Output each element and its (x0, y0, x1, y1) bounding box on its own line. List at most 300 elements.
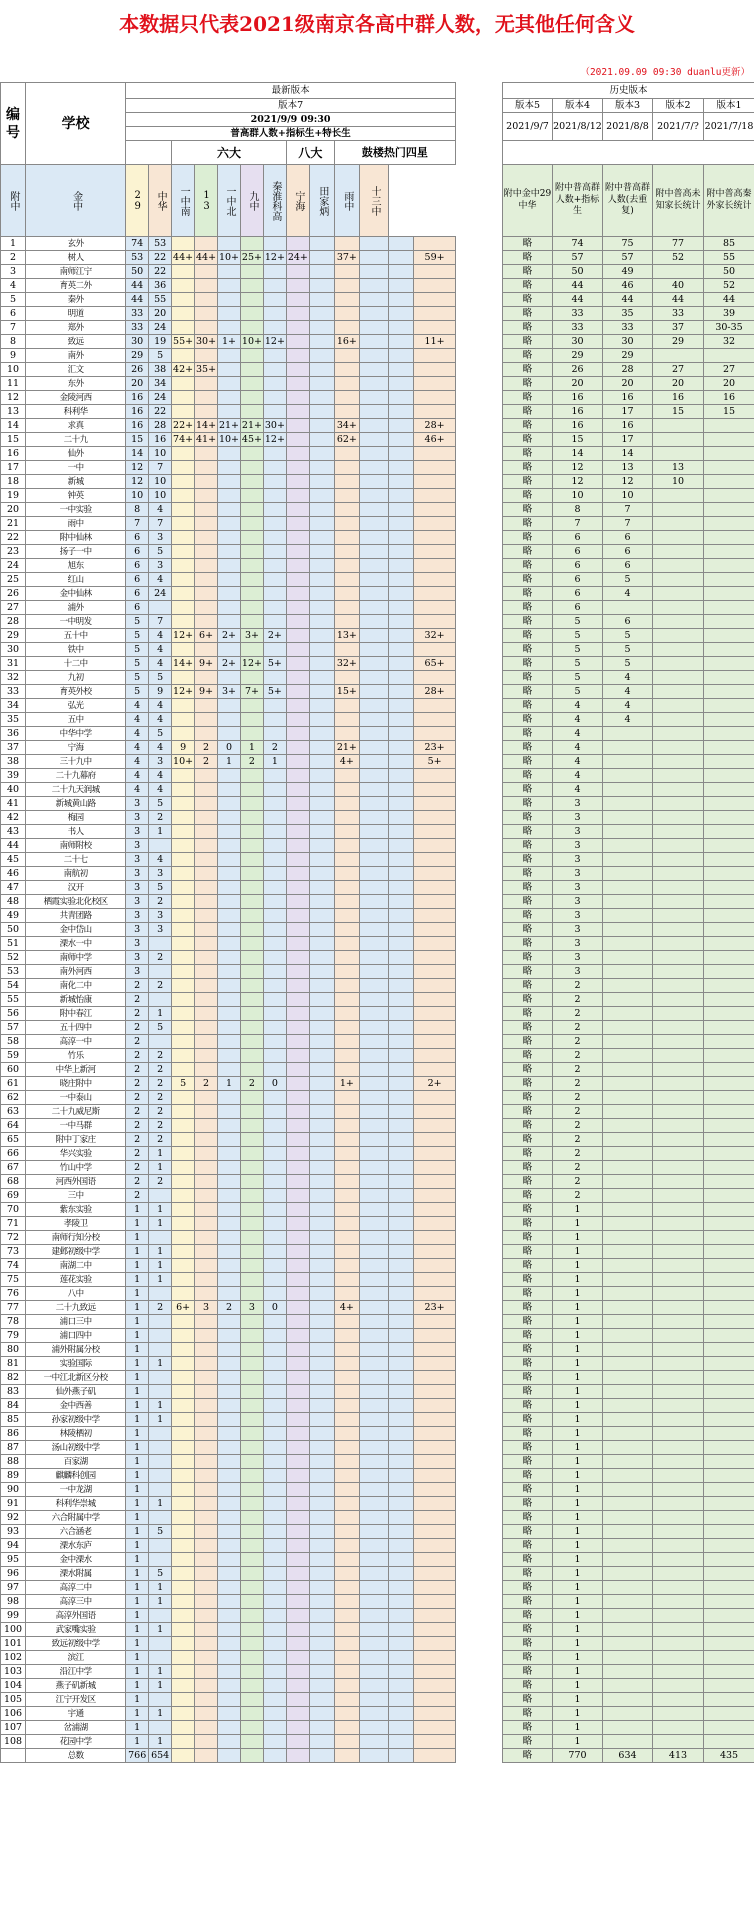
cell (263, 1441, 286, 1455)
cell (359, 671, 388, 685)
table-row (1, 1175, 456, 1189)
history-row (503, 727, 754, 741)
row-num: 43 (1, 825, 26, 839)
cell (195, 1623, 218, 1637)
cell: 1 (126, 1455, 149, 1469)
cell: 2 (149, 1119, 172, 1133)
cell (359, 489, 388, 503)
table-row (1, 1357, 456, 1371)
cell (359, 307, 388, 321)
cell (263, 1385, 286, 1399)
cell (389, 1595, 414, 1609)
school-name: 八中 (26, 1287, 126, 1301)
row-num: 107 (1, 1721, 26, 1735)
cell (218, 531, 241, 545)
cell (240, 601, 263, 615)
history-cell: 1 (553, 1735, 603, 1749)
row-num: 95 (1, 1553, 26, 1567)
history-cell: 5 (553, 671, 603, 685)
cell (334, 587, 359, 601)
table-row (1, 727, 456, 741)
school-name: 南师行知分校 (26, 1231, 126, 1245)
cell (286, 1679, 309, 1693)
history-cell: 略 (503, 811, 553, 825)
cell (286, 1189, 309, 1203)
cell: 4 (149, 503, 172, 517)
cell (172, 489, 195, 503)
history-cell: 44 (553, 293, 603, 307)
cell (240, 993, 263, 1007)
cell (334, 1693, 359, 1707)
history-cell: 略 (503, 293, 553, 307)
cell (286, 853, 309, 867)
cell (218, 405, 241, 419)
history-cell: 2 (553, 1091, 603, 1105)
cell: 9 (149, 685, 172, 699)
school-name: 玄外 (26, 237, 126, 251)
history-cell: 略 (503, 1301, 553, 1315)
cell (414, 503, 456, 517)
school-name: 栖霞实验北化校区 (26, 895, 126, 909)
cell: 5 (172, 1077, 195, 1091)
history-cell (653, 1273, 704, 1287)
cell (389, 643, 414, 657)
table-row (1, 573, 456, 587)
cell (263, 1091, 286, 1105)
cell (218, 1511, 241, 1525)
table-row (1, 1259, 456, 1273)
school-name: 育英外校 (26, 685, 126, 699)
cell: 4 (126, 713, 149, 727)
history-cell (603, 895, 653, 909)
cell (263, 643, 286, 657)
cell (414, 1735, 456, 1749)
row-num: 68 (1, 1175, 26, 1189)
history-cell: 1 (553, 1497, 603, 1511)
table-row (1, 1245, 456, 1259)
cell (389, 1637, 414, 1651)
cell (172, 237, 195, 251)
row-num: 94 (1, 1539, 26, 1553)
cell (218, 881, 241, 895)
cell: 3 (240, 1301, 263, 1315)
cell (240, 265, 263, 279)
cell (240, 447, 263, 461)
cell: 20 (126, 377, 149, 391)
cell: 5 (149, 727, 172, 741)
cell (240, 951, 263, 965)
cell (334, 1259, 359, 1273)
cell: 4 (149, 783, 172, 797)
cell (195, 377, 218, 391)
history-cell: 2 (553, 1189, 603, 1203)
cell (309, 1119, 334, 1133)
history-cell (603, 1119, 653, 1133)
history-cell: 1 (553, 1245, 603, 1259)
history-row (503, 769, 754, 783)
history-cell: 10 (653, 475, 704, 489)
cell (172, 1329, 195, 1343)
history-cell (653, 909, 704, 923)
cell: 1 (126, 1315, 149, 1329)
history-cell (603, 1693, 653, 1707)
cell (172, 965, 195, 979)
table-row (1, 1651, 456, 1665)
history-cell (603, 853, 653, 867)
history-cell (704, 643, 754, 657)
history-date: 2021/7/? (653, 113, 704, 141)
row-num: 76 (1, 1287, 26, 1301)
cell (195, 951, 218, 965)
history-cell (653, 1385, 704, 1399)
cell (389, 1385, 414, 1399)
cell (195, 1007, 218, 1021)
cell (414, 909, 456, 923)
table-row (1, 1021, 456, 1035)
cell (195, 1371, 218, 1385)
history-row (503, 1245, 754, 1259)
history-cell (653, 1511, 704, 1525)
cell (389, 279, 414, 293)
table-row (1, 965, 456, 979)
history-cell: 略 (503, 923, 553, 937)
cell: 23+ (414, 1301, 456, 1315)
cell: 3 (126, 951, 149, 965)
cell: 1 (126, 1231, 149, 1245)
cell (286, 713, 309, 727)
history-cell (704, 1287, 754, 1301)
history-cell: 1 (553, 1609, 603, 1623)
history-row (503, 517, 754, 531)
history-cell: 1 (553, 1385, 603, 1399)
cell (218, 1133, 241, 1147)
cell (309, 741, 334, 755)
cell (389, 265, 414, 279)
cell (263, 1245, 286, 1259)
row-num: 44 (1, 839, 26, 853)
school-name: 岔浦湖 (26, 1721, 126, 1735)
history-row (503, 1147, 754, 1161)
cell (195, 1581, 218, 1595)
history-row (503, 1679, 754, 1693)
cell (389, 1007, 414, 1021)
history-cell (603, 1133, 653, 1147)
cell (389, 1119, 414, 1133)
cell: 22+ (173, 419, 194, 431)
history-cell: 29 (553, 349, 603, 363)
cell (389, 587, 414, 601)
cell (414, 1427, 456, 1441)
history-cell: 1 (553, 1581, 603, 1595)
cell (240, 923, 263, 937)
history-cell: 略 (503, 461, 553, 475)
cell (263, 839, 286, 853)
cell: 1 (149, 1357, 172, 1371)
cell (195, 1203, 218, 1217)
cell (218, 1707, 241, 1721)
cell (334, 391, 359, 405)
history-cell (653, 1665, 704, 1679)
cell (195, 1385, 218, 1399)
cell (286, 1483, 309, 1497)
cell (240, 1021, 263, 1035)
cell (309, 1441, 334, 1455)
cell (172, 643, 195, 657)
cell: 50 (126, 265, 149, 279)
cell (240, 503, 263, 517)
cell (334, 1147, 359, 1161)
history-cell (653, 1091, 704, 1105)
table-row (1, 1553, 456, 1567)
history-cell: 16 (553, 391, 603, 405)
cell (359, 867, 388, 881)
cell: 3 (126, 965, 149, 979)
cell (334, 1413, 359, 1427)
history-cell (653, 1679, 704, 1693)
cell: 1 (126, 1371, 149, 1385)
cell (172, 1413, 195, 1427)
history-cell: 略 (503, 951, 553, 965)
history-row (503, 307, 754, 321)
cell: 22 (149, 265, 172, 279)
cell (286, 265, 309, 279)
cell: 1 (149, 1217, 172, 1231)
cell (389, 461, 414, 475)
table-row (1, 545, 456, 559)
history-cell (603, 811, 653, 825)
cell (309, 1371, 334, 1385)
cell (334, 1119, 359, 1133)
cell: 3 (126, 895, 149, 909)
table-row (1, 1525, 456, 1539)
cell (218, 1007, 241, 1021)
history-cell: 2 (553, 1007, 603, 1021)
cell (240, 517, 263, 531)
cell (334, 1623, 359, 1637)
history-cell (603, 1553, 653, 1567)
cell (309, 1385, 334, 1399)
table-row (1, 1735, 456, 1749)
cell (218, 307, 241, 321)
history-cell (653, 433, 704, 447)
cell (218, 1147, 241, 1161)
cell (286, 559, 309, 573)
history-cell: 5 (553, 643, 603, 657)
table-row (1, 1707, 456, 1721)
row-num: 69 (1, 1189, 26, 1203)
main-table (0, 82, 456, 1763)
table-row (1, 1119, 456, 1133)
table-row (1, 489, 456, 503)
cell (149, 1371, 172, 1385)
cell (359, 1035, 388, 1049)
cell (286, 937, 309, 951)
cell (172, 1399, 195, 1413)
cell (334, 1595, 359, 1609)
history-row (503, 671, 754, 685)
cell (195, 531, 218, 545)
history-row (503, 1567, 754, 1581)
header-school: 学校 (26, 83, 126, 165)
school-name: 溧水东庐 (26, 1539, 126, 1553)
history-cell: 3 (553, 881, 603, 895)
history-cell: 1 (553, 1567, 603, 1581)
header-subtitle: 普高群人数+指标生+特长生 (126, 127, 456, 141)
cell (172, 713, 195, 727)
cell: 5 (149, 1525, 172, 1539)
cell (149, 1441, 172, 1455)
cell (218, 1525, 241, 1539)
cell (263, 1525, 286, 1539)
cell (149, 1539, 172, 1553)
table-row (1, 1343, 456, 1357)
table-row (1, 265, 456, 279)
history-cell: 6 (603, 531, 653, 545)
cell (334, 1665, 359, 1679)
history-cell: 6 (553, 559, 603, 573)
cell: 12+ (264, 251, 285, 263)
cell: 654 (149, 1749, 172, 1763)
cell (309, 1637, 334, 1651)
history-cell (653, 1371, 704, 1385)
cell: 22 (149, 405, 172, 419)
history-cell (603, 1483, 653, 1497)
history-cell (603, 825, 653, 839)
cell (263, 1553, 286, 1567)
cell (172, 1175, 195, 1189)
cell: 2+ (218, 629, 241, 643)
header-latest: 最新版本 (126, 83, 456, 99)
cell (195, 1245, 218, 1259)
cell (359, 1021, 388, 1035)
history-cell: 6 (553, 545, 603, 559)
cell (286, 419, 309, 433)
cell: 16 (126, 419, 149, 433)
cell (195, 1483, 218, 1497)
row-num: 63 (1, 1105, 26, 1119)
history-cell: 15 (653, 405, 704, 419)
cell (263, 1329, 286, 1343)
cell: 5 (149, 349, 172, 363)
cell (195, 783, 218, 797)
history-cell (704, 909, 754, 923)
row-num: 102 (1, 1651, 26, 1665)
cell (218, 1105, 241, 1119)
cell (359, 447, 388, 461)
history-cell: 6 (553, 573, 603, 587)
school-name: 六合涵老 (26, 1525, 126, 1539)
cell (389, 1343, 414, 1357)
cell: 1 (126, 1609, 149, 1623)
history-cell (603, 1637, 653, 1651)
history-cell (653, 951, 704, 965)
cell (218, 1497, 241, 1511)
cell (240, 1665, 263, 1679)
cell: 32+ (414, 629, 456, 643)
cell (286, 965, 309, 979)
cell (359, 517, 388, 531)
table-row (1, 363, 456, 377)
cell: 5 (126, 657, 149, 671)
cell (334, 1427, 359, 1441)
history-cell: 3 (553, 895, 603, 909)
cell (263, 1455, 286, 1469)
cell (263, 531, 286, 545)
cell (172, 587, 195, 601)
history-cell (704, 349, 754, 363)
history-cell (653, 1147, 704, 1161)
cell (263, 1007, 286, 1021)
history-cell: 略 (503, 587, 553, 601)
history-cell: 略 (503, 1021, 553, 1035)
row-num: 106 (1, 1707, 26, 1721)
row-num: 86 (1, 1427, 26, 1441)
cell (172, 937, 195, 951)
cell (334, 1483, 359, 1497)
cell (263, 1707, 286, 1721)
cell (309, 377, 334, 391)
cell (359, 279, 388, 293)
history-date: 2021/8/12 (553, 113, 603, 141)
cell (389, 1693, 414, 1707)
cell (414, 587, 456, 601)
history-cell: 3 (553, 853, 603, 867)
cell (195, 1105, 218, 1119)
history-cell: 略 (503, 307, 553, 321)
row-num: 2 (1, 251, 26, 265)
cell: 5 (126, 671, 149, 685)
cell (195, 1511, 218, 1525)
cell: 2 (126, 1161, 149, 1175)
cell (286, 1231, 309, 1245)
history-cell (704, 1609, 754, 1623)
cell (195, 265, 218, 279)
cell (286, 1259, 309, 1273)
cell (286, 1581, 309, 1595)
cell (172, 1343, 195, 1357)
row-num: 103 (1, 1665, 26, 1679)
row-num: 91 (1, 1497, 26, 1511)
history-cell (603, 1413, 653, 1427)
cell (240, 867, 263, 881)
cell (263, 1735, 286, 1749)
cell (389, 965, 414, 979)
cell (389, 489, 414, 503)
table-row (1, 1371, 456, 1385)
row-num: 5 (1, 293, 26, 307)
cell: 74 (126, 237, 149, 251)
cell (195, 797, 218, 811)
cell (218, 1175, 241, 1189)
cell (286, 1525, 309, 1539)
cell: 2 (149, 1077, 172, 1091)
table-row (1, 1511, 456, 1525)
history-cell: 3 (553, 909, 603, 923)
history-cell (704, 1203, 754, 1217)
row-num: 23 (1, 545, 26, 559)
history-cell: 33 (553, 307, 603, 321)
cell (263, 265, 286, 279)
table-row (1, 615, 456, 629)
history-cell: 略 (503, 279, 553, 293)
history-cell: 46 (603, 279, 653, 293)
cell (172, 1357, 195, 1371)
history-cell (704, 937, 754, 951)
cell (389, 1553, 414, 1567)
cell: 6 (126, 559, 149, 573)
cell: 1 (149, 1259, 172, 1273)
cell (240, 1735, 263, 1749)
